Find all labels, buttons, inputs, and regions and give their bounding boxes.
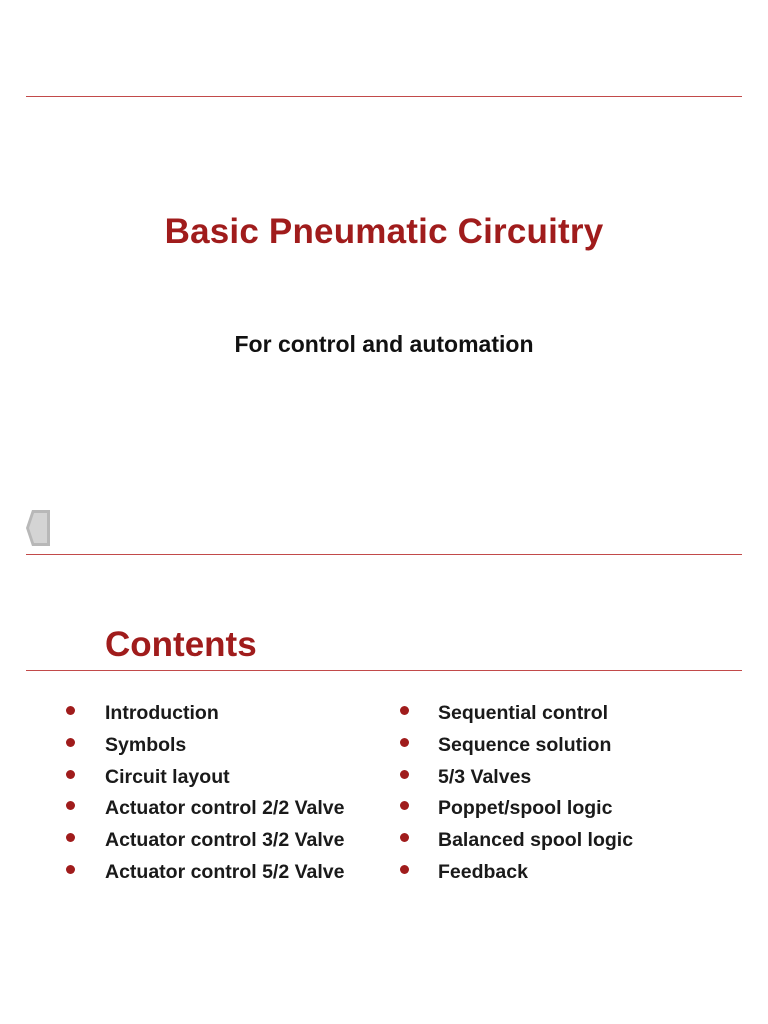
bullet-icon	[66, 770, 75, 779]
bullet-icon	[400, 865, 409, 874]
list-item-text: Feedback	[438, 860, 528, 883]
list-item-text: 5/3 Valves	[438, 765, 532, 788]
bullet-icon	[66, 706, 75, 715]
bullet-icon	[400, 738, 409, 747]
list-item-text: Circuit layout	[105, 765, 230, 788]
bullet-icon	[400, 706, 409, 715]
back-arrow-icon[interactable]	[24, 504, 52, 552]
bullet-icon	[400, 770, 409, 779]
contents-title: Contents	[105, 625, 257, 664]
list-item-text: Introduction	[105, 702, 219, 724]
contents-rule	[26, 670, 742, 671]
bullet-icon	[66, 833, 75, 842]
list-item-text: Actuator control 5/2 Valve	[105, 860, 345, 883]
bullet-icon	[66, 865, 75, 874]
slide-title: Basic Pneumatic Circuitry	[164, 212, 604, 251]
list-item-text: Symbols	[105, 733, 187, 756]
list-item-text: Sequence solution	[438, 733, 612, 756]
bullet-icon	[400, 801, 409, 810]
slide-subtitle: For control and automation	[234, 331, 534, 357]
list-item-text: Poppet/spool logic	[438, 797, 613, 820]
slide1-top-rule	[26, 96, 742, 97]
list-item-text: Sequential control	[438, 702, 609, 724]
list-item-text: Actuator control 2/2 Valve	[105, 797, 345, 820]
slide1-bottom-rule	[26, 554, 742, 555]
list-item-text: Actuator control 3/2 Valve	[105, 829, 345, 852]
bullet-icon	[400, 833, 409, 842]
bullet-icon	[66, 738, 75, 747]
list-item-text: Balanced spool logic	[438, 829, 634, 852]
bullet-icon	[66, 801, 75, 810]
